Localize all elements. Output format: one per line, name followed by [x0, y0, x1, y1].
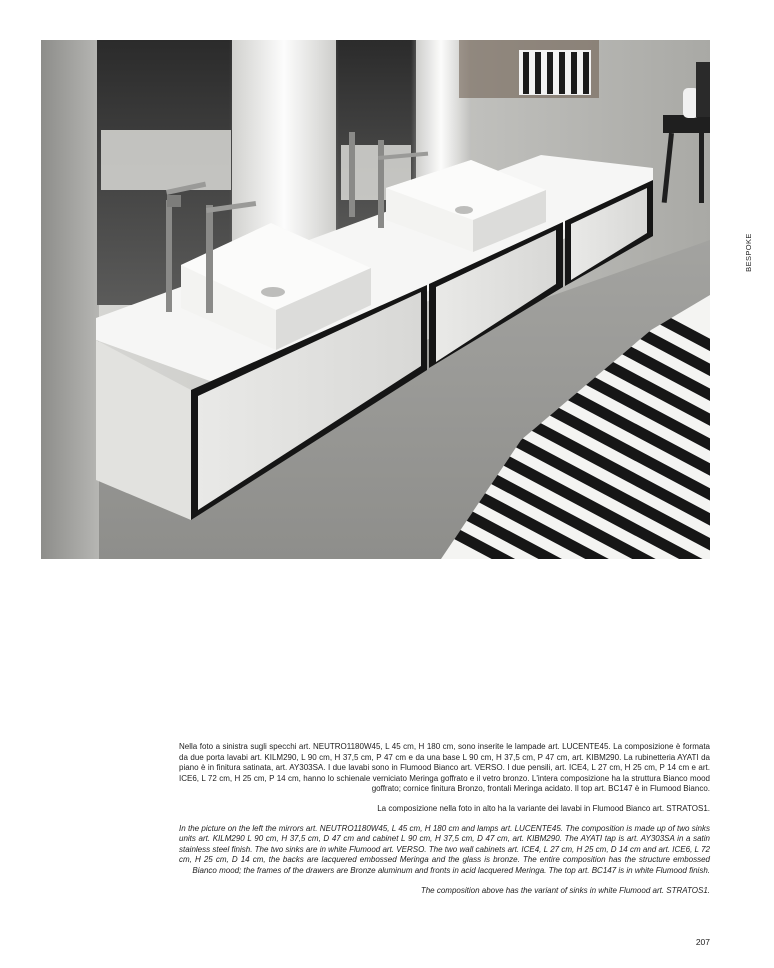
page-number: 207: [695, 937, 710, 947]
section-label: [723, 222, 773, 282]
caption-english-main: In the picture on the left the mirrors art. NEUTRO1180W45, L 45 cm, H 180 cm and lamps art. LUCENTE45. The composition is made up of two sinks units art. KILM290 L 90 cm, H 37,5 cm, D 47 cm and cabinet L 90 cm, H 37,5 cm, D 47 cm, art. KIBM290. The AYATI tap is art. AY303SA in a satin stainless steel finish. The two sinks are in white Flumood art. VERSO. The two wall cabinets art. ICE4, L 27 cm, H 25 cm, D 14 cm and art. ICE6, L 72 cm, H 25 cm, D 14 cm, the backs are lacquered embossed Meringa and the glass is bronze. The entire composition has the structure embossed Bianco mood; the frames of the drawers are Bronze aluminum and fronts in acid lacquered Meringa. The top art. BC147 is in white Flumood finish.: [179, 823, 710, 875]
caption-italian-main: Nella foto a sinistra sugli specchi art. NEUTRO1180W45, L 45 cm, H 180 cm, sono inserite le lampade art. LUCENTE45. La composizione è formata da due porta lavabi art. KILM290, L 90 cm, H 37,5 cm, P 47 cm e da una base L 90 cm, H 37,5 cm, P 47 cm, art. KIBM290. La rubinetteria AYATI da piano è in finitura satinata, art. AY303SA. I due lavabi sono in Flumood Bianco art. VERSO. I due pensili, art. ICE4, L 27 cm, H 25 cm, P 14 cm e art. ICE6, L 72 cm, H 25 cm, P 14 cm, hanno lo schienale verniciato Meringa goffrato e il vetro bronzo. L'intera composizione ha la struttura Bianco mood goffrato; cornice finitura Bronzo, frontali Meringa acidato. Il top art. BC147 è in Flumood Bianco.: [179, 742, 710, 794]
caption-italian-variant: La composizione nella foto in alto ha la variante dei lavabi in Flumood Bianco art. STRATOS1.: [377, 803, 710, 813]
section-label-text: BESPOKE: [743, 232, 753, 272]
caption-english-variant: The composition above has the variant of sinks in white Flumood art. STRATOS1.: [420, 885, 710, 895]
caption: [179, 742, 710, 896]
product-photo: [41, 40, 710, 559]
